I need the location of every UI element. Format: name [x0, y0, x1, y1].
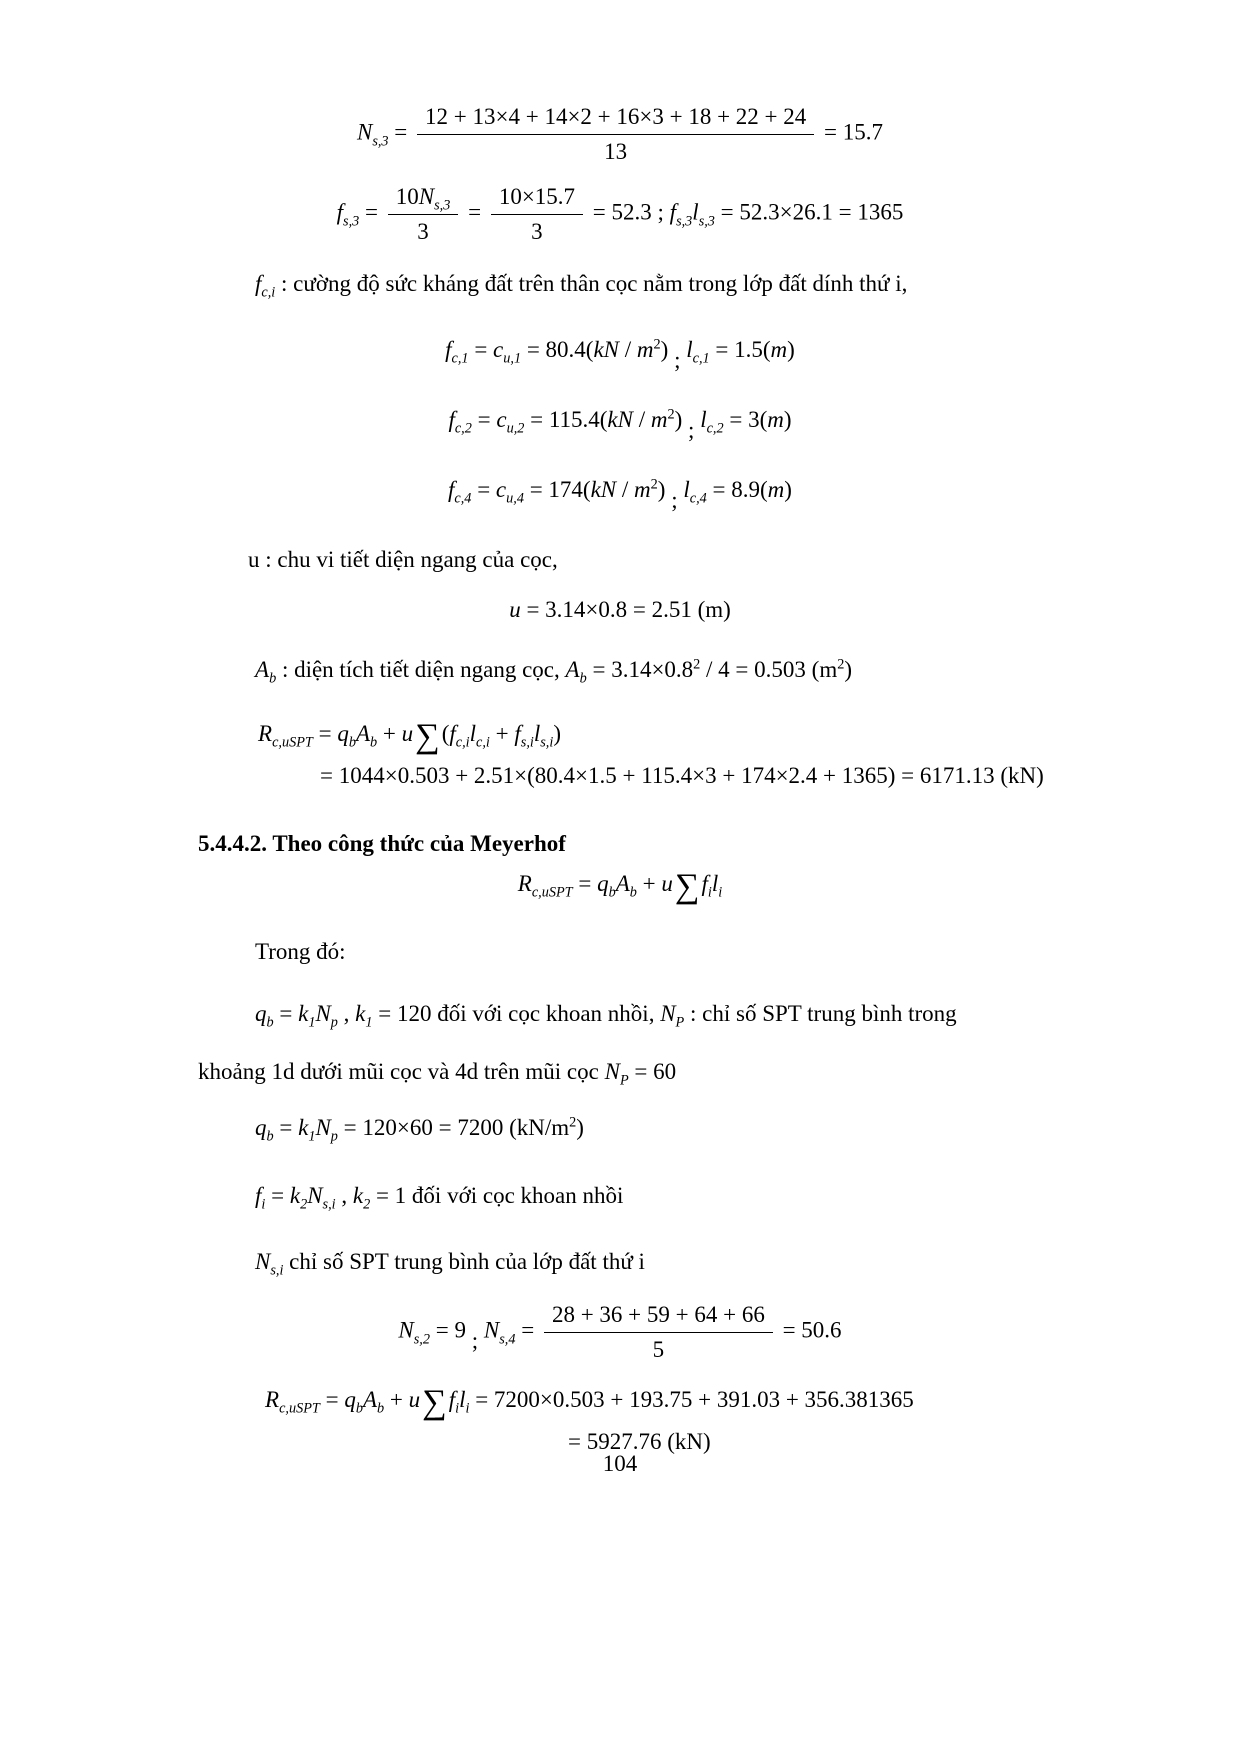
sigma-sum-symbol: ∑ — [415, 717, 440, 756]
paragraph-ab-definition: $A_b$ : diện tích tiết diện ngang cọc, $A_b = 3.14\times 0.8^2 / 4 = 0.503$ $(m^2)$ — [255, 656, 853, 687]
fraction-numerator: 12 + 13×4 + 14×2 + 16×3 + 18 + 22 + 24 — [417, 102, 814, 135]
sigma-sum-symbol: ∑ — [674, 867, 700, 906]
formula-rc-final-line2: = 5927.76 (kN) — [568, 1429, 711, 1454]
fraction-denominator: 3 — [417, 218, 429, 244]
fraction-numerator: $10N_{s,3}$ — [388, 182, 459, 215]
paragraph-fci-definition: $f_{c,i}$ : cường độ sức kháng đất trên thân cọc nằm trong lớp đất dính thứ i, — [255, 271, 908, 301]
fraction — [544, 1300, 773, 1365]
fraction — [388, 182, 459, 247]
paragraph-nsi-definition: $N_{s,i}$ chỉ số SPT trung bình của lớp đất thứ i — [255, 1249, 645, 1279]
fraction — [417, 102, 814, 167]
paragraph-qb-definition-line1: $q_b = k_1N_p$ , $k_1 = 120$ đối với cọc khoan nhồi, $N_P$ : chỉ số SPT trung bình trong — [255, 1001, 957, 1031]
fraction-denominator: 5 — [652, 1336, 665, 1362]
fraction-denominator: 13 — [604, 138, 628, 164]
formula-rc-uspt-line1: $R_{c,uSPT} = q_bA_b + u\sum(f_{c,i}l_{c,i} + f_{s,i}l_{s,i})$ — [258, 717, 561, 756]
sigma-sum-symbol: ∑ — [422, 1383, 447, 1422]
fraction — [491, 182, 583, 247]
page-number: 104 — [602, 1451, 638, 1476]
formula-rc-uspt-line2: = 1044×0.503 + 2.51×(80.4×1.5 + 115.4×3 + 174×2.4 + 1365) = 6171.13 (kN) — [320, 763, 1044, 788]
paragraph-u-definition: u : chu vi tiết diện ngang của cọc, — [248, 547, 558, 572]
formula-fc1: $f_{c,1} = c_{u,1} = 80.4(kN / m^2)$ ; $l_{c,1} = 1.5(m)$ — [445, 336, 795, 373]
formula-fc4: $f_{c,4} = c_{u,4} = 174(kN / m^2)$ ; $l_{c,4} = 8.9(m)$ — [448, 476, 792, 513]
formula-ns3-average: $N_{s,3}$ = $\frac{12 + 13\times 4 + 14\times 2 + 16\times 3 + 18 + 22 + 24}{13}$ = 15.7 — [0, 102, 1240, 167]
formula-fi-definition: $f_i = k_2N_{s,i}$ , $k_2 = 1$ đối với cọc khoan nhồi — [255, 1183, 624, 1213]
formula-fc2: $f_{c,2} = c_{u,2} = 115.4(kN / m^2)$ ; $l_{c,2} = 3(m)$ — [448, 406, 792, 443]
fraction-numerator: 28 + 36 + 59 + 64 + 66 — [544, 1300, 773, 1333]
paragraph-qb-definition-line2: khoảng 1d dưới mũi cọc và 4d trên mũi cọc $N_P = 60$ — [198, 1059, 677, 1089]
formula-ns2-ns4: $N_{s,2} = 9$ ; $N_{s,4}$ = $\frac{28 + 36 + 59 + 64 + 66}{5}$ = 50.6 — [0, 1300, 1240, 1365]
formula-rc-final-line1: $R_{c,uSPT} = q_bA_b + u\sum f_il_i = 7200\times 0.503 + 193.75 + 391.03 + 356.381365$ — [265, 1383, 914, 1422]
formula-rc-uspt-meyerhof: $R_{c,uSPT} = q_bA_b + u\sum f_il_i$ — [517, 867, 723, 906]
fraction-denominator: 3 — [531, 218, 543, 244]
fraction-numerator: 10×15.7 — [491, 182, 583, 215]
formula-qb-calc: $q_b = k_1N_p = 120\times 60 = 7200$ $(kN/m^2)$ — [255, 1114, 584, 1145]
section-heading-meyerhof: 5.4.4.2. Theo công thức của Meyerhof — [198, 831, 566, 856]
label-trong-do: Trong đó: — [255, 939, 346, 964]
formula-u-perimeter: u = 3.14×0.8 = 2.51 (m) — [509, 597, 731, 622]
formula-fs3: $f_{s,3}$ = $\frac{10N_{s,3}}{3}$ = $\frac{10\times 15.7}{3}$ = 52.3 ; $f_{s,3}l_{s,3} = 52.3\times 26.1 = 1365$ — [0, 182, 1240, 247]
